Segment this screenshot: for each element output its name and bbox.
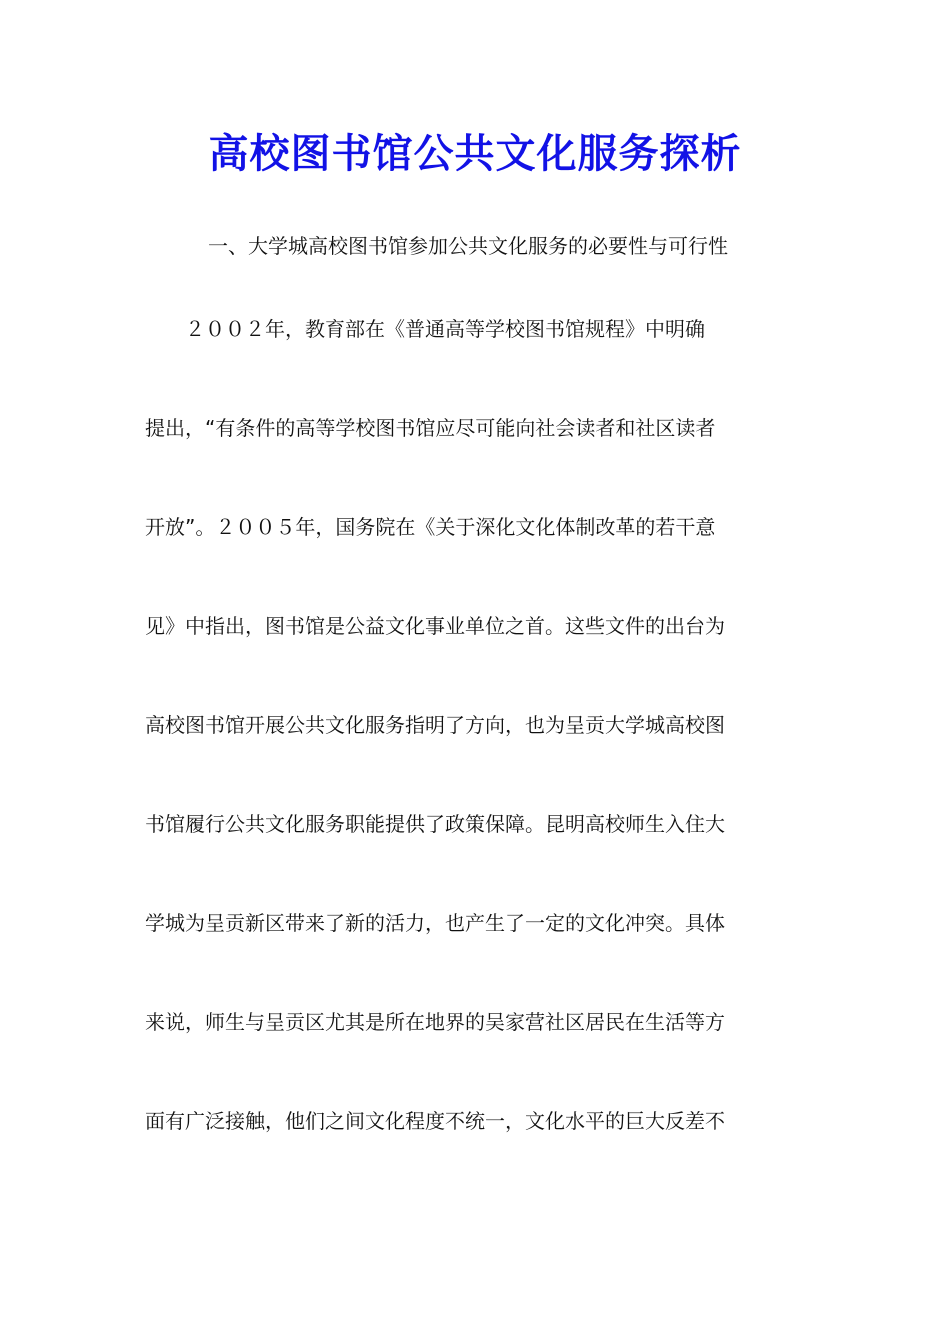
body-line: 开放”。２００５年，国务院在《关于深化文化体制改革的若干意 <box>145 515 716 539</box>
body-line: 提出，“有条件的高等学校图书馆应尽可能向社会读者和社区读者 <box>145 416 716 440</box>
body-line: 书馆履行公共文化服务职能提供了政策保障。昆明高校师生入住大 <box>145 812 725 836</box>
document-title: 高校图书馆公共文化服务探析 <box>208 130 742 177</box>
section-heading: 一、大学城高校图书馆参加公共文化服务的必要性与可行性 <box>208 234 728 258</box>
body-line: ２００２年，教育部在《普通高等学校图书馆规程》中明确 <box>145 317 705 341</box>
body-line: 见》中指出，图书馆是公益文化事业单位之首。这些文件的出台为 <box>145 614 725 638</box>
body-line: 学城为呈贡新区带来了新的活力，也产生了一定的文化冲突。具体 <box>145 911 725 935</box>
body-line: 面有广泛接触，他们之间文化程度不统一，文化水平的巨大反差不 <box>145 1109 725 1133</box>
body-line: 高校图书馆开展公共文化服务指明了方向，也为呈贡大学城高校图 <box>145 713 725 737</box>
body-line: 来说，师生与呈贡区尤其是所在地界的吴家营社区居民在生活等方 <box>145 1010 725 1034</box>
